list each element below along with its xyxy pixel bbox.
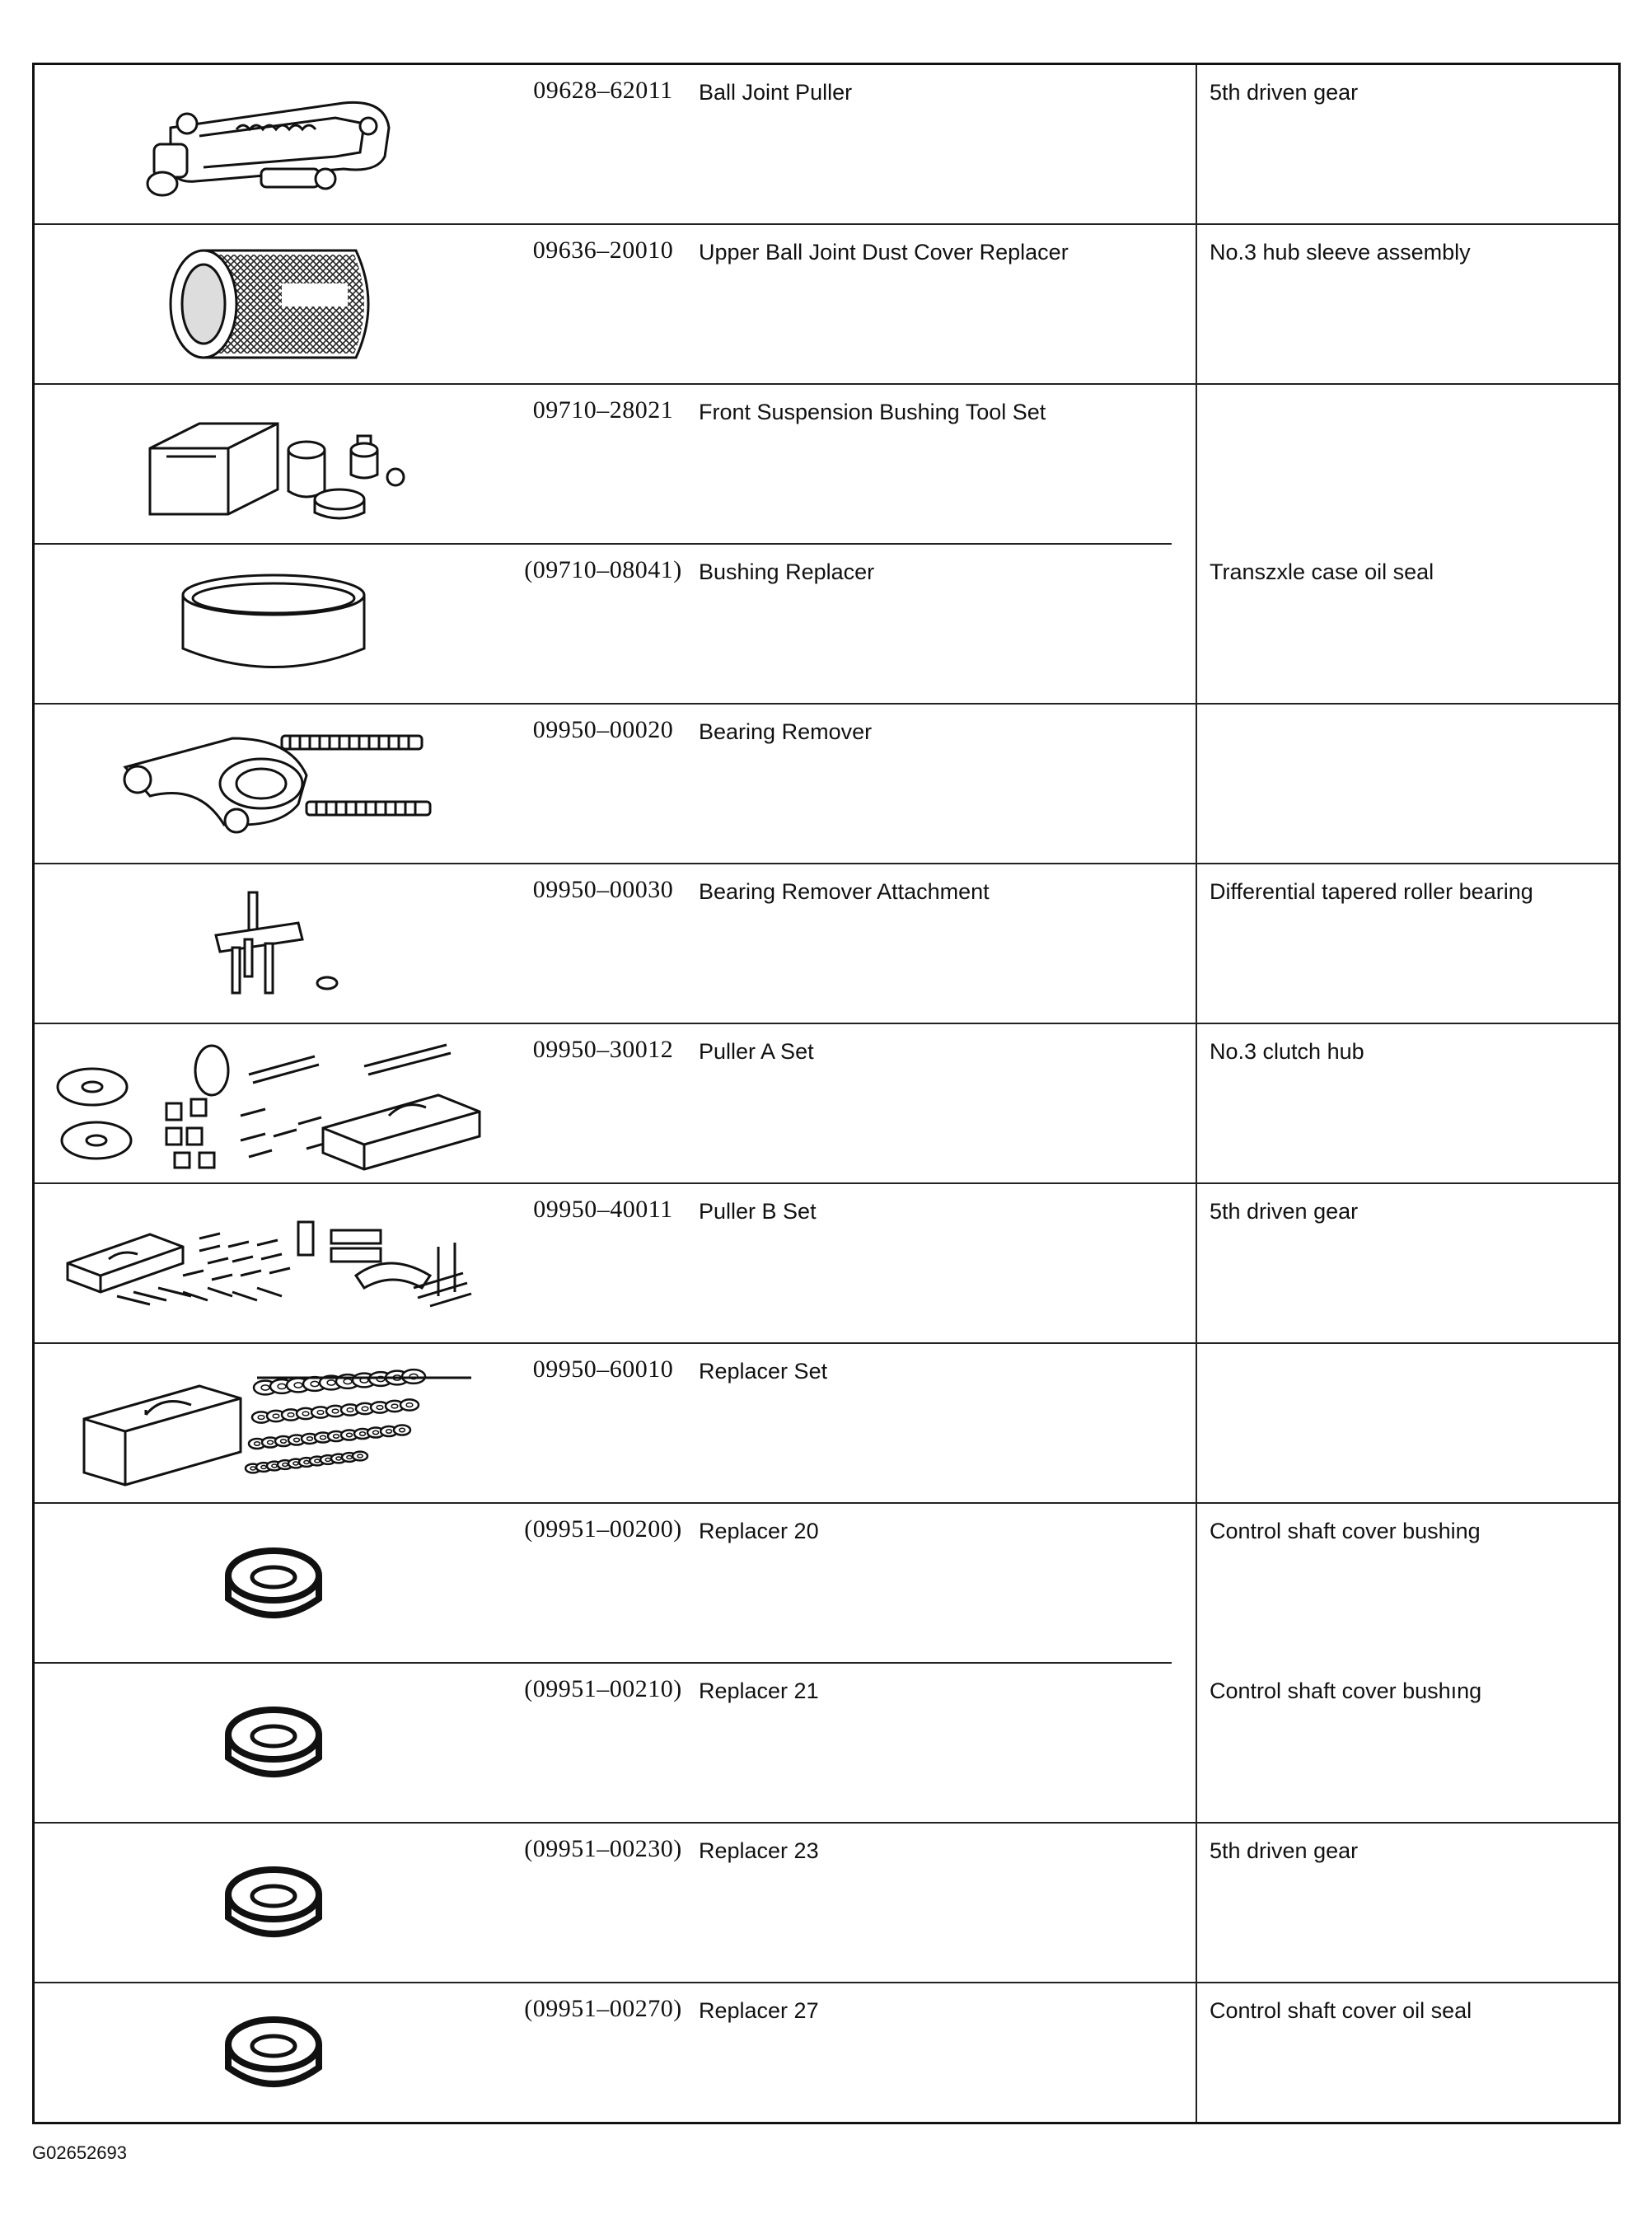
tool-usage: 5th driven gear [1210, 1199, 1359, 1224]
tool-name: Bushing Replacer [699, 560, 875, 584]
table-row [35, 1504, 1618, 1664]
tool-usage: Transzxle case oil seal [1210, 560, 1434, 584]
table-row [35, 864, 1618, 1024]
table-row [35, 1024, 1618, 1184]
part-number: 09950–60010 [532, 1355, 674, 1383]
bearing-remover-attachment-icon [51, 864, 496, 1023]
replacer-ring-icon [51, 1504, 496, 1664]
ball-joint-puller-icon [51, 65, 496, 223]
tool-usage: 5th driven gear [1210, 80, 1359, 105]
table-row [35, 1824, 1618, 1983]
tool-name: Puller B Set [699, 1199, 817, 1224]
replacer-ring-icon [51, 1824, 496, 1982]
figure-id: G02652693 [32, 2142, 127, 2163]
tool-name: Upper Ball Joint Dust Cover Replacer [699, 240, 1069, 265]
tool-name: Replacer Set [699, 1359, 828, 1384]
part-number: (09951–00210) [524, 1675, 682, 1702]
part-number: 09710–28021 [532, 396, 674, 424]
column-divider [1196, 65, 1197, 2122]
part-number: (09951–00200) [524, 1515, 682, 1543]
part-number: 09950–00020 [532, 716, 674, 743]
table-row [35, 65, 1618, 225]
tool-usage: Control shaft cover bushıng [1210, 1679, 1482, 1703]
part-number: (09710–08041) [524, 556, 682, 583]
dust-cover-replacer-icon [51, 225, 496, 383]
tool-usage: No.3 hub sleeve assembly [1210, 240, 1471, 265]
tool-name: Replacer 27 [699, 1998, 819, 2023]
bearing-remover-icon [51, 705, 496, 863]
tool-name: Front Suspension Bushing Tool Set [699, 400, 1046, 424]
table-row [35, 1344, 1618, 1504]
tool-name: Ball Joint Puller [699, 80, 853, 105]
tool-name: Bearing Remover Attachment [699, 879, 990, 904]
puller-b-set-icon [51, 1184, 496, 1342]
part-number: 09628–62011 [533, 77, 673, 104]
puller-a-set-icon [51, 1024, 496, 1182]
part-number: (09951–00230) [524, 1835, 682, 1862]
tool-usage: 5th driven gear [1210, 1838, 1359, 1863]
tool-name: Replacer 21 [699, 1679, 819, 1703]
table-row [35, 1664, 1618, 1824]
replacer-set-icon [51, 1344, 496, 1502]
replacer-ring-icon [51, 1983, 496, 2122]
bushing-tool-set-icon [51, 385, 496, 545]
table-row [35, 385, 1618, 545]
tool-usage: Control shaft cover bushing [1210, 1519, 1481, 1543]
tool-usage: Differential tapered roller bearing [1210, 879, 1533, 904]
tool-usage: Control shaft cover oil seal [1210, 1998, 1472, 2023]
part-number: 09950–00030 [532, 876, 674, 903]
table-row [35, 705, 1618, 864]
table-row [35, 545, 1618, 705]
part-number: (09951–00270) [524, 1995, 682, 2022]
part-number: 09950–40011 [533, 1196, 673, 1223]
tool-name: Puller A Set [699, 1039, 814, 1064]
special-tools-table [32, 63, 1621, 2124]
tool-name: Replacer 20 [699, 1519, 819, 1543]
part-number: 09636–20010 [532, 236, 674, 264]
bushing-replacer-icon [51, 545, 496, 703]
table-row [35, 1983, 1618, 2122]
replacer-ring-icon [51, 1664, 496, 1822]
table-row [35, 225, 1618, 385]
tool-name: Bearing Remover [699, 719, 873, 744]
part-number: 09950–30012 [532, 1036, 674, 1063]
tool-name: Replacer 23 [699, 1838, 819, 1863]
table-row [35, 1184, 1618, 1344]
tool-usage: No.3 clutch hub [1210, 1039, 1364, 1064]
